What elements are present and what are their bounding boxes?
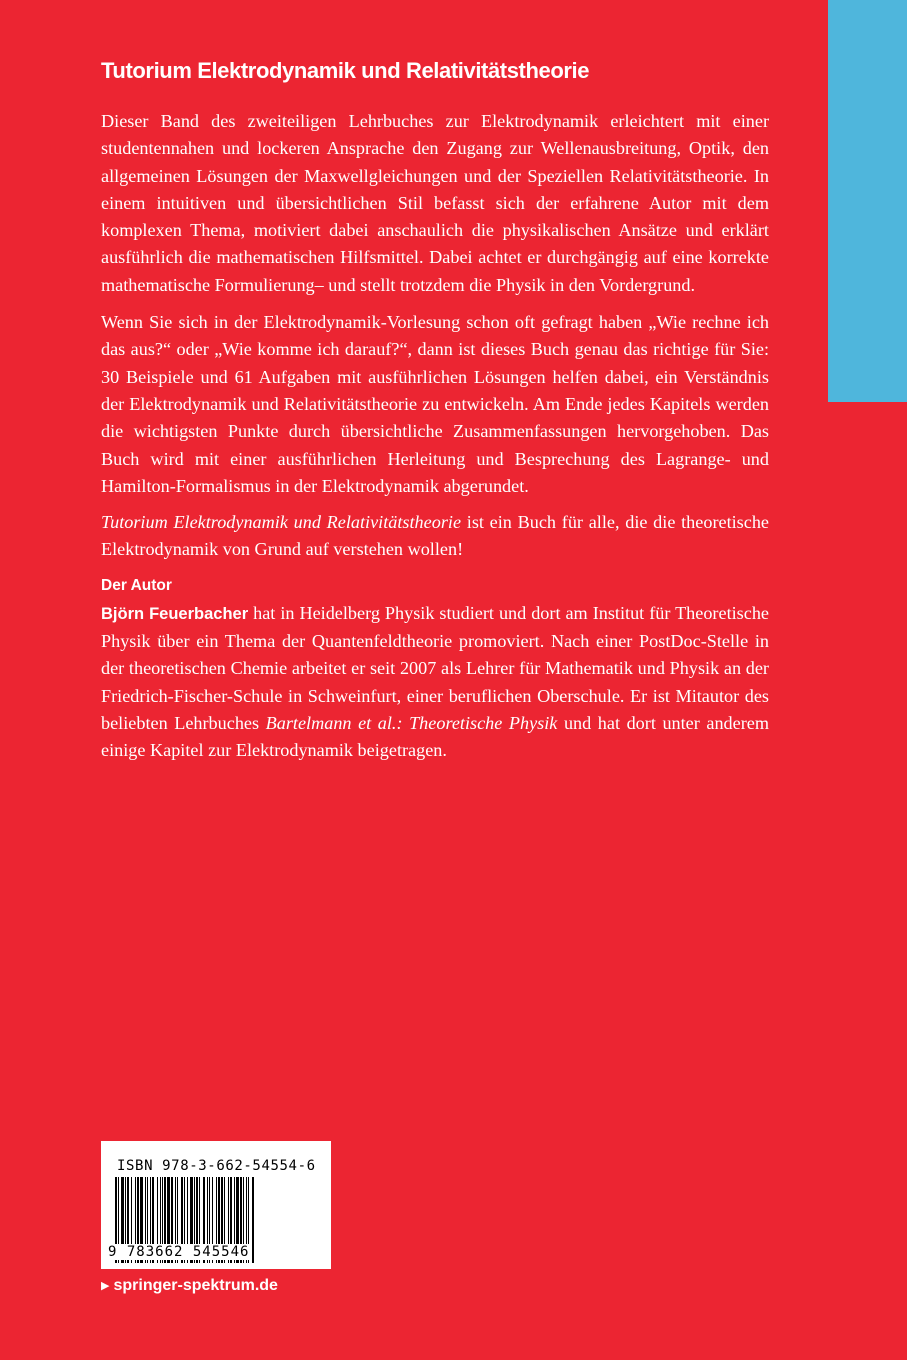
description-paragraph-2: Wenn Sie sich in der Elektrodynamik-Vorlesung schon oft gefragt haben „Wie rechne ich das aus?“ oder „Wie komme ich darauf?“, dann ist dieses Buch genau das richtige für Sie: 30 Beispiele und 61 Aufgaben mit ausführlichen Lösungen helfen dabei, ein Verständnis der Elektrodynamik und Relativitätstheorie zu entwickeln. Am Ende jedes Kapitels werden die wichtigsten Punkte durch übersichtliche Zusammenfassungen hervorgehoben. Das Buch wird mit einer ausführlichen Herleitung und Besprechung des Lagrange- und Hamilton-Formalismus in der Elektrodynamik abgerundet.	[101, 312, 769, 496]
isbn-label: ISBN 978-3-662-54554-6	[117, 1158, 316, 1174]
paragraph-3-text: ist ein Buch für alle, die die theoretische Elektrodynamik von Grund auf verstehen wollen!	[101, 512, 769, 560]
isbn-digits-text: 9 783662 545546	[108, 1244, 250, 1260]
back-cover-text	[101, 58, 769, 774]
triangle-right-icon: ▶	[101, 1280, 110, 1292]
author-bio-text-2: und hat dort unter anderem einige Kapitel zur Elektrodynamik beigetragen.	[101, 712, 769, 761]
isbn-barcode	[101, 1141, 331, 1269]
author-bio	[101, 600, 769, 765]
author-name: Björn Feuerbacher	[101, 604, 249, 623]
description-paragraph-1: Dieser Band des zweiteiligen Lehrbuches zur Elektrodynamik erleichtert mit einer studentennahen und lockeren Ansprache den Zugang zur Wellenausbreitung, Optik, den allgemeinen Lösungen der Maxwellgleichungen und der Speziellen Relativitätstheorie. In einem intuitiven und übersichtlichen Stil befasst sich der erfahrene Autor mit dem komplexen Thema, motiviert dabei anschaulich die physikalischen Ansätze und erklärt ausführlich die mathematischen Hilfsmittel. Dabei achtet er durchgängig auf eine korrekte mathematische Formulierung– und stellt trotzdem die Physik in den Vordergrund.	[101, 111, 769, 295]
author-heading: Der Autor	[101, 576, 172, 594]
side-color-band	[828, 0, 907, 402]
publisher-link[interactable]	[101, 1277, 278, 1295]
author-book-reference: Bartelmann et al.: Theoretische Physik	[265, 712, 558, 733]
book-title-italic: Tutorium Elektrodynamik und Relativitätstheorie	[101, 512, 462, 533]
description-paragraph-3	[101, 509, 769, 564]
publisher-link-text: springer-spektrum.de	[113, 1277, 278, 1294]
book-title: Tutorium Elektrodynamik und Relativitätstheorie	[101, 58, 590, 83]
author-bio-text-1: hat in Heidelberg Physik studiert und dort am Institut für Theoretische Physik über ein Thema der Quantenfeldtheorie promoviert. Nach einer PostDoc-Stelle in der theoretischen Chemie arbeitet er seit 2007 als Lehrer für Mathematik und Physik an der Friedrich-Fischer-Schule in Schweinfurt, einer beruflichen Oberschule. Er ist Mitautor des beliebten Lehrbuches	[101, 602, 769, 733]
isbn-digits	[107, 1244, 327, 1260]
